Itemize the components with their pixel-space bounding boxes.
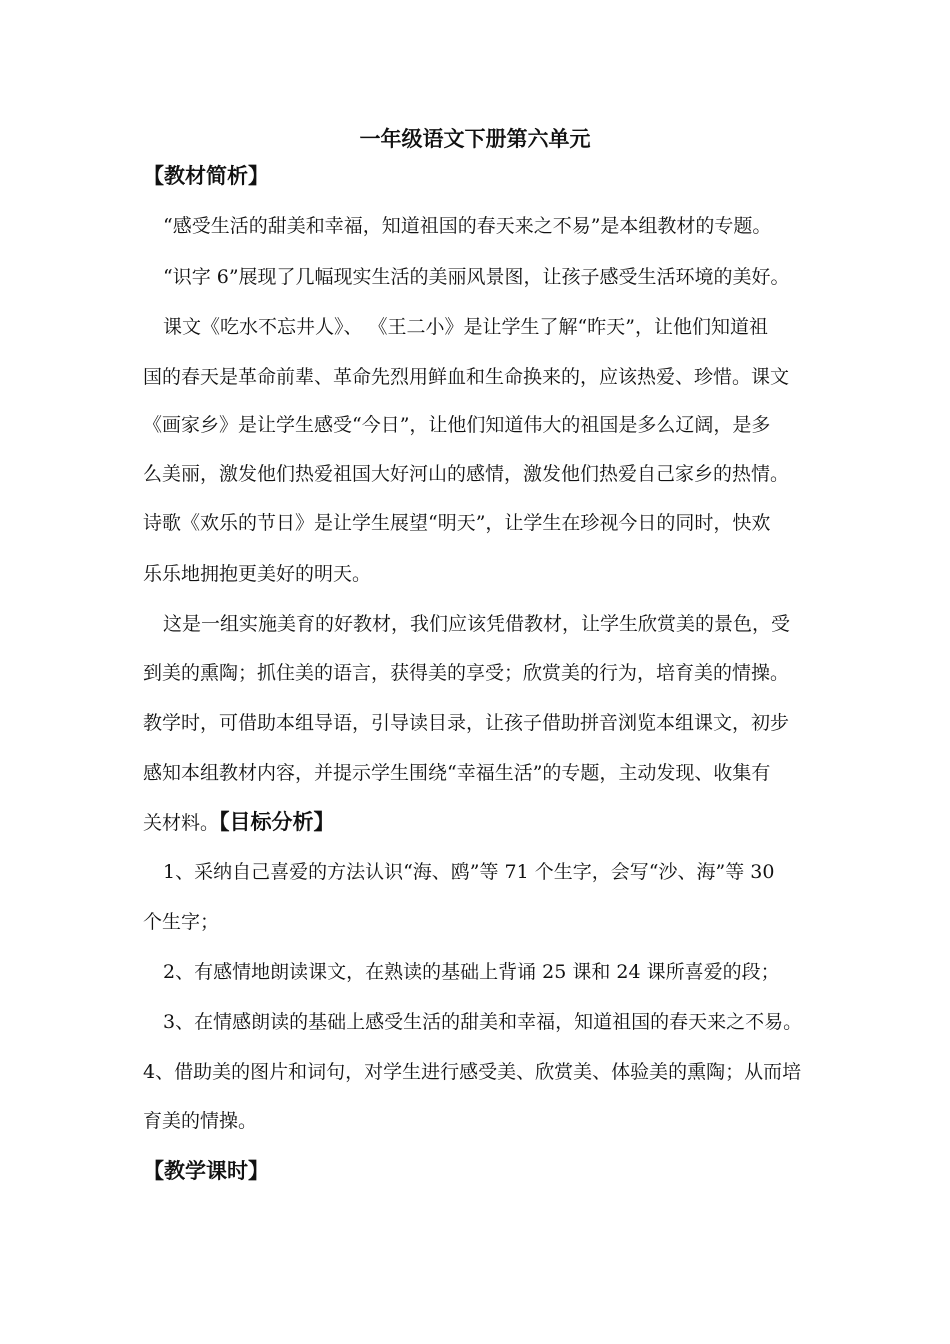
heading-analysis: 【教材简析】 bbox=[143, 163, 269, 188]
paragraph-line: “感受生活的甜美和幸福，知道祖国的春天来之不易”是本组教材的专题。 bbox=[163, 215, 772, 237]
paragraph-line: 国的春天是革命前辈、革命先烈用鲜血和生命换来的，应该热爱、珍惜。课文 bbox=[143, 366, 790, 388]
goal-item-2: 2、有感情地朗读课文，在熟读的基础上背诵 25 课和 24 课所喜爱的段； bbox=[163, 961, 780, 983]
paragraph-line: 课文《吃水不忘井人》、 《王二小》是让学生了解“昨天”，让他们知道祖 bbox=[163, 316, 768, 338]
paragraph-line: 诗歌《欢乐的节日》是让学生展望“明天”，让学生在珍视今日的同时，快欢 bbox=[143, 512, 771, 534]
paragraph-line: 感知本组教材内容，并提示学生围绕“幸福生活”的专题，主动发现、收集有 bbox=[143, 762, 771, 784]
heading-periods: 【教学课时】 bbox=[143, 1158, 269, 1183]
paragraph-line: 到美的熏陶；抓住美的语言，获得美的享受；欣赏美的行为，培育美的情操。 bbox=[143, 662, 790, 684]
paragraph-line: 教学时，可借助本组导语，引导读目录，让孩子借助拼音浏览本组课文，初步 bbox=[143, 712, 790, 734]
paragraph-line: 乐乐地拥抱更美好的明天。 bbox=[143, 563, 372, 585]
paragraph-line: “识字 6”展现了几幅现实生活的美丽风景图，让孩子感受生活环境的美好。 bbox=[163, 266, 790, 288]
goal-item-1-cont: 个生字； bbox=[143, 911, 220, 933]
paragraph-line bbox=[143, 808, 335, 837]
goal-item-4-cont: 育美的情操。 bbox=[143, 1110, 258, 1132]
paragraph-line: 这是一组实施美育的好教材，我们应该凭借教材，让学生欣赏美的景色，受 bbox=[163, 613, 791, 635]
paragraph-line: 《画家乡》是让学生感受“今日”，让他们知道伟大的祖国是多么辽阔，是多 bbox=[143, 414, 771, 436]
page-title: 一年级语文下册第六单元 bbox=[359, 126, 591, 151]
goal-item-1: 1、采纳自己喜爱的方法认识“海、鸥”等 71 个生字，会写“沙、海”等 30 bbox=[163, 861, 775, 883]
paragraph-line: 么美丽，激发他们热爱祖国大好河山的感情，激发他们热爱自己家乡的热情。 bbox=[143, 463, 790, 485]
goal-item-3: 3、在情感朗读的基础上感受生活的甜美和幸福，知道祖国的春天来之不易。 bbox=[163, 1011, 803, 1033]
paragraph-text: 关材料。 bbox=[143, 812, 220, 834]
goal-item-4: 4、借助美的图片和词句，对学生进行感受美、欣赏美、体验美的熏陶；从而培 bbox=[143, 1061, 802, 1083]
heading-goals: 【目标分析】 bbox=[219, 809, 335, 834]
